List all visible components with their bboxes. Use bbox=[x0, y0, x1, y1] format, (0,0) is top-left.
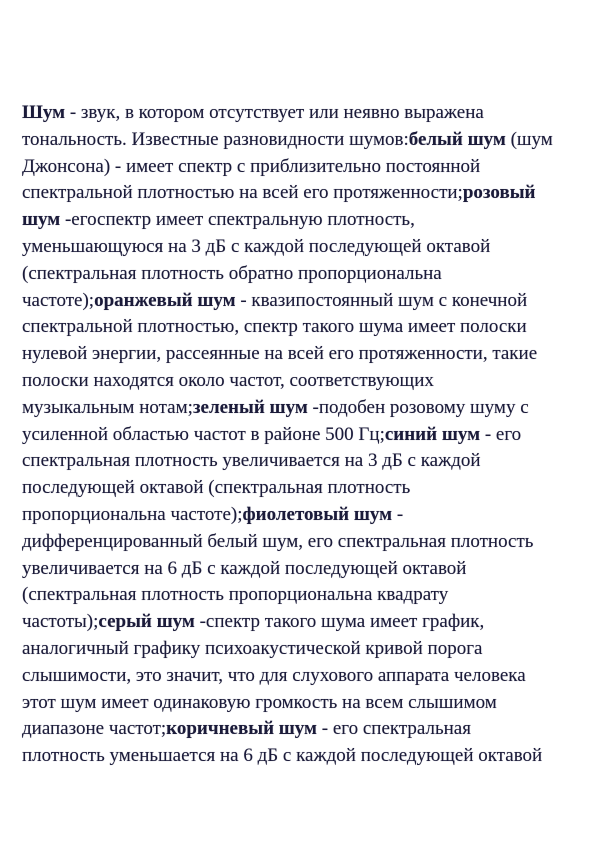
text-run: - его спектральная bbox=[317, 718, 471, 740]
text-run: -спектр такого шума имеет график, bbox=[194, 611, 485, 633]
text-line bbox=[22, 529, 582, 556]
text-run: усиленной областью частот в районе 500 Гц; bbox=[22, 423, 385, 445]
noise-term: коричневый шум bbox=[166, 718, 318, 740]
text-run: спектральной плотностью на всей его протяженности; bbox=[22, 182, 463, 204]
text-run: тональность. Известные разновидности шумов: bbox=[22, 128, 409, 150]
text-run: -подобен розовому шуму с bbox=[307, 396, 529, 418]
text-line bbox=[22, 502, 582, 529]
text-line bbox=[22, 341, 582, 368]
noise-term: розовый bbox=[462, 182, 536, 204]
text-run: частоте); bbox=[22, 289, 95, 311]
text-run: плотность уменьшается на 6 дБ с каждой последующей октавой bbox=[22, 745, 543, 767]
text-run: слышимости, это значит, что для слухового аппарата человека bbox=[22, 664, 526, 686]
text-line bbox=[22, 127, 582, 154]
text-line bbox=[22, 690, 582, 717]
text-line bbox=[22, 582, 582, 609]
text-run: аналогичный графику психоакустической кривой порога bbox=[22, 637, 483, 659]
noise-term: шум bbox=[22, 209, 61, 231]
text-line bbox=[22, 663, 582, 690]
text-run: Джонсона) - имеет спектр с приблизительно постоянной bbox=[22, 155, 481, 177]
noise-term: серый шум bbox=[98, 611, 195, 633]
text-run: последующей октавой (спектральная плотность bbox=[22, 477, 411, 499]
text-line bbox=[22, 422, 582, 449]
text-run: спектральная плотность увеличивается на 3 дБ с каждой bbox=[22, 450, 481, 472]
body-paragraph bbox=[22, 100, 582, 770]
text-run: нулевой энергии, рассеянные на всей его протяженности, такие bbox=[22, 343, 538, 365]
noise-term: синий шум bbox=[384, 423, 481, 445]
text-run: (шум bbox=[505, 128, 553, 150]
text-run: -егоспектр имеет спектральную плотность, bbox=[60, 209, 415, 231]
noise-term: зеленый шум bbox=[192, 396, 308, 418]
text-line bbox=[22, 288, 582, 315]
text-run: - звук, в котором отсутствует или неявно выражена bbox=[65, 102, 484, 123]
text-run: - его bbox=[480, 423, 522, 445]
text-run: музыкальным нотам; bbox=[22, 396, 193, 418]
text-run: (спектральная плотность пропорциональна квадрату bbox=[22, 584, 449, 606]
text-run: диапазоне частот; bbox=[22, 718, 167, 740]
text-line bbox=[22, 395, 582, 422]
text-run: (спектральная плотность обратно пропорциональна bbox=[22, 262, 442, 284]
text-line bbox=[22, 609, 582, 636]
text-line bbox=[22, 207, 582, 234]
text-run: этот шум имеет одинаковую громкость на всем слышимом bbox=[22, 691, 497, 713]
text-run: уменьшающуюся на 3 дБ с каждой последующей октавой bbox=[22, 235, 491, 257]
text-line bbox=[22, 180, 582, 207]
noise-term: белый шум bbox=[408, 128, 506, 150]
text-line bbox=[22, 368, 582, 395]
text-line bbox=[22, 475, 582, 502]
text-line bbox=[22, 234, 582, 261]
noise-term: фиолетовый шум bbox=[242, 503, 393, 525]
noise-term: оранжевый шум bbox=[94, 289, 236, 311]
text-run: спектральной плотностью, спектр такого шума имеет полоски bbox=[22, 316, 527, 338]
noise-term: Шум bbox=[22, 102, 66, 123]
text-run: полоски находятся около частот, соответствующих bbox=[22, 369, 434, 391]
text-run: пропорциональна частоте); bbox=[22, 503, 243, 525]
text-line bbox=[22, 448, 582, 475]
text-line bbox=[22, 556, 582, 583]
text-run: частоты); bbox=[22, 611, 99, 633]
text-line bbox=[22, 154, 582, 181]
text-line bbox=[22, 100, 582, 127]
text-run: увеличивается на 6 дБ с каждой последующей октавой bbox=[22, 557, 467, 579]
text-line bbox=[22, 716, 582, 743]
text-line bbox=[22, 636, 582, 663]
text-run: дифференцированный белый шум, его спектральная плотность bbox=[22, 530, 534, 552]
text-run: - bbox=[392, 503, 404, 525]
text-line bbox=[22, 743, 582, 770]
text-line bbox=[22, 261, 582, 288]
text-line bbox=[22, 314, 582, 341]
text-run: - квазипостоянный шум с конечной bbox=[235, 289, 528, 311]
